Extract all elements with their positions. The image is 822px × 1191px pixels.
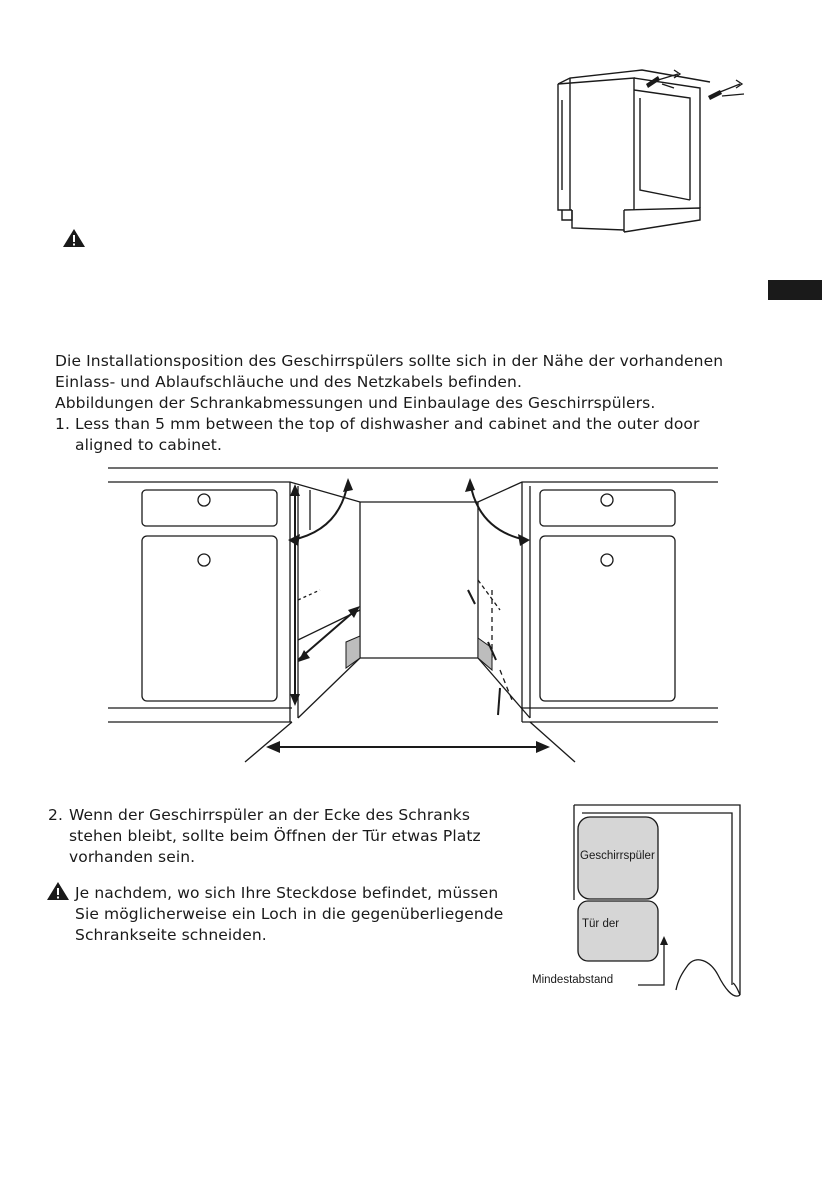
step2-line-1: Wenn der Geschirrspüler an der Ecke des Schranks bbox=[69, 806, 471, 824]
warning2-line-3: Schrankseite schneiden. bbox=[75, 926, 267, 944]
intro-line-2: Einlass- und Ablaufschläuche und des Netzkabels befinden. bbox=[55, 373, 523, 391]
step2-line-3: vorhanden sein. bbox=[69, 848, 196, 866]
page-edge-tab bbox=[768, 280, 822, 300]
step2-line-2: stehen bleibt, sollte beim Öffnen der Tür etwas Platz bbox=[69, 827, 481, 845]
intro-line-1: Die Installationsposition des Geschirrspülers sollte sich in der Nähe der vorhandenen bbox=[55, 352, 724, 370]
step1-line-1: Less than 5 mm between the top of dishwasher and cabinet and the outer door bbox=[75, 415, 700, 433]
warning-triangle-icon bbox=[62, 228, 86, 248]
warning2-line-1: Je nachdem, wo sich Ihre Steckdose befindet, müssen bbox=[75, 884, 499, 902]
intro-line-3: Abbildungen der Schrankabmessungen und Einbaulage des Geschirrspülers. bbox=[55, 394, 656, 412]
corner-clearance-figure bbox=[528, 805, 748, 1000]
dishwasher-screw-illustration bbox=[550, 60, 750, 240]
step1-line-2: aligned to cabinet. bbox=[75, 436, 222, 454]
dishwasher-label: Geschirrspüler bbox=[580, 850, 655, 862]
clearance-label: Mindestabstand bbox=[532, 974, 614, 986]
door-label: Tür der bbox=[582, 918, 620, 930]
door-box bbox=[578, 901, 658, 961]
warning2-line-2: Sie möglicherweise ein Loch in die gegenüberliegende bbox=[75, 905, 504, 923]
warning-triangle-icon bbox=[46, 881, 70, 901]
cabinet-installation-figure bbox=[100, 460, 725, 770]
step2-number: 2. bbox=[48, 806, 63, 824]
step1-number: 1. bbox=[55, 415, 70, 433]
